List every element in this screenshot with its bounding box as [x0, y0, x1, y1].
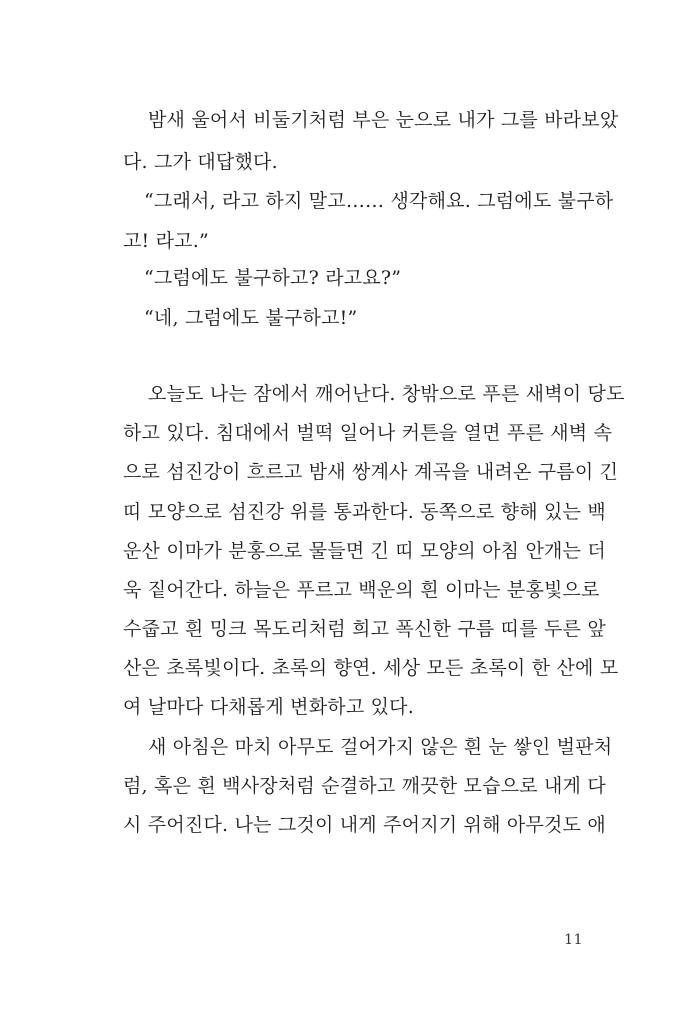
- text-line: 고! 라고.”: [123, 230, 209, 252]
- text-line: “그래서, 라고 하지 말고…… 생각해요. 그럼에도 불구하: [144, 190, 614, 212]
- text-line: 운산 이마가 분홍으로 물들면 긴 띠 모양의 아침 안개는 더: [123, 540, 606, 562]
- text-line: 오늘도 나는 잠에서 깨어난다. 창밖으로 푸른 새벽이 당도: [148, 383, 625, 405]
- text-line: 새 아침은 마치 아무도 걸어가지 않은 흰 눈 쌓인 벌판처: [148, 736, 613, 758]
- text-line: 시 주어진다. 나는 그것이 내게 주어지기 위해 아무것도 애: [123, 814, 606, 836]
- text-line: 으로 섬진강이 흐르고 밤새 쌍계사 계곡을 내려온 구름이 긴: [123, 461, 619, 483]
- text-line: “네, 그럼에도 불구하고!”: [144, 307, 358, 329]
- page-number: 11: [564, 932, 583, 948]
- text-line: 하고 있다. 침대에서 벌떡 일어나 커튼을 열면 푸른 새벽 속: [123, 422, 613, 444]
- text-line: 밤새 울어서 비둘기처럼 부은 눈으로 내가 그를 바라보았: [148, 109, 619, 131]
- text-line: 럼, 혹은 흰 백사장처럼 순결하고 깨끗한 모습으로 내게 다: [123, 775, 606, 797]
- text-line: 수줍고 흰 밍크 목도리처럼 희고 폭신한 구름 띠를 두른 앞: [123, 618, 606, 640]
- text-line: 여 날마다 다채롭게 변화하고 있다.: [123, 696, 414, 718]
- text-line: “그럼에도 불구하고? 라고요?”: [144, 267, 402, 289]
- text-line: 산은 초록빛이다. 초록의 향연. 세상 모든 초록이 한 산에 모: [123, 657, 619, 679]
- text-line: 다. 그가 대답했다.: [123, 151, 278, 173]
- text-line: 띠 모양으로 섬진강 위를 통과한다. 동쪽으로 향해 있는 백: [123, 501, 606, 523]
- text-line: 욱 짙어간다. 하늘은 푸르고 백운의 흰 이마는 분홍빛으로: [123, 579, 600, 601]
